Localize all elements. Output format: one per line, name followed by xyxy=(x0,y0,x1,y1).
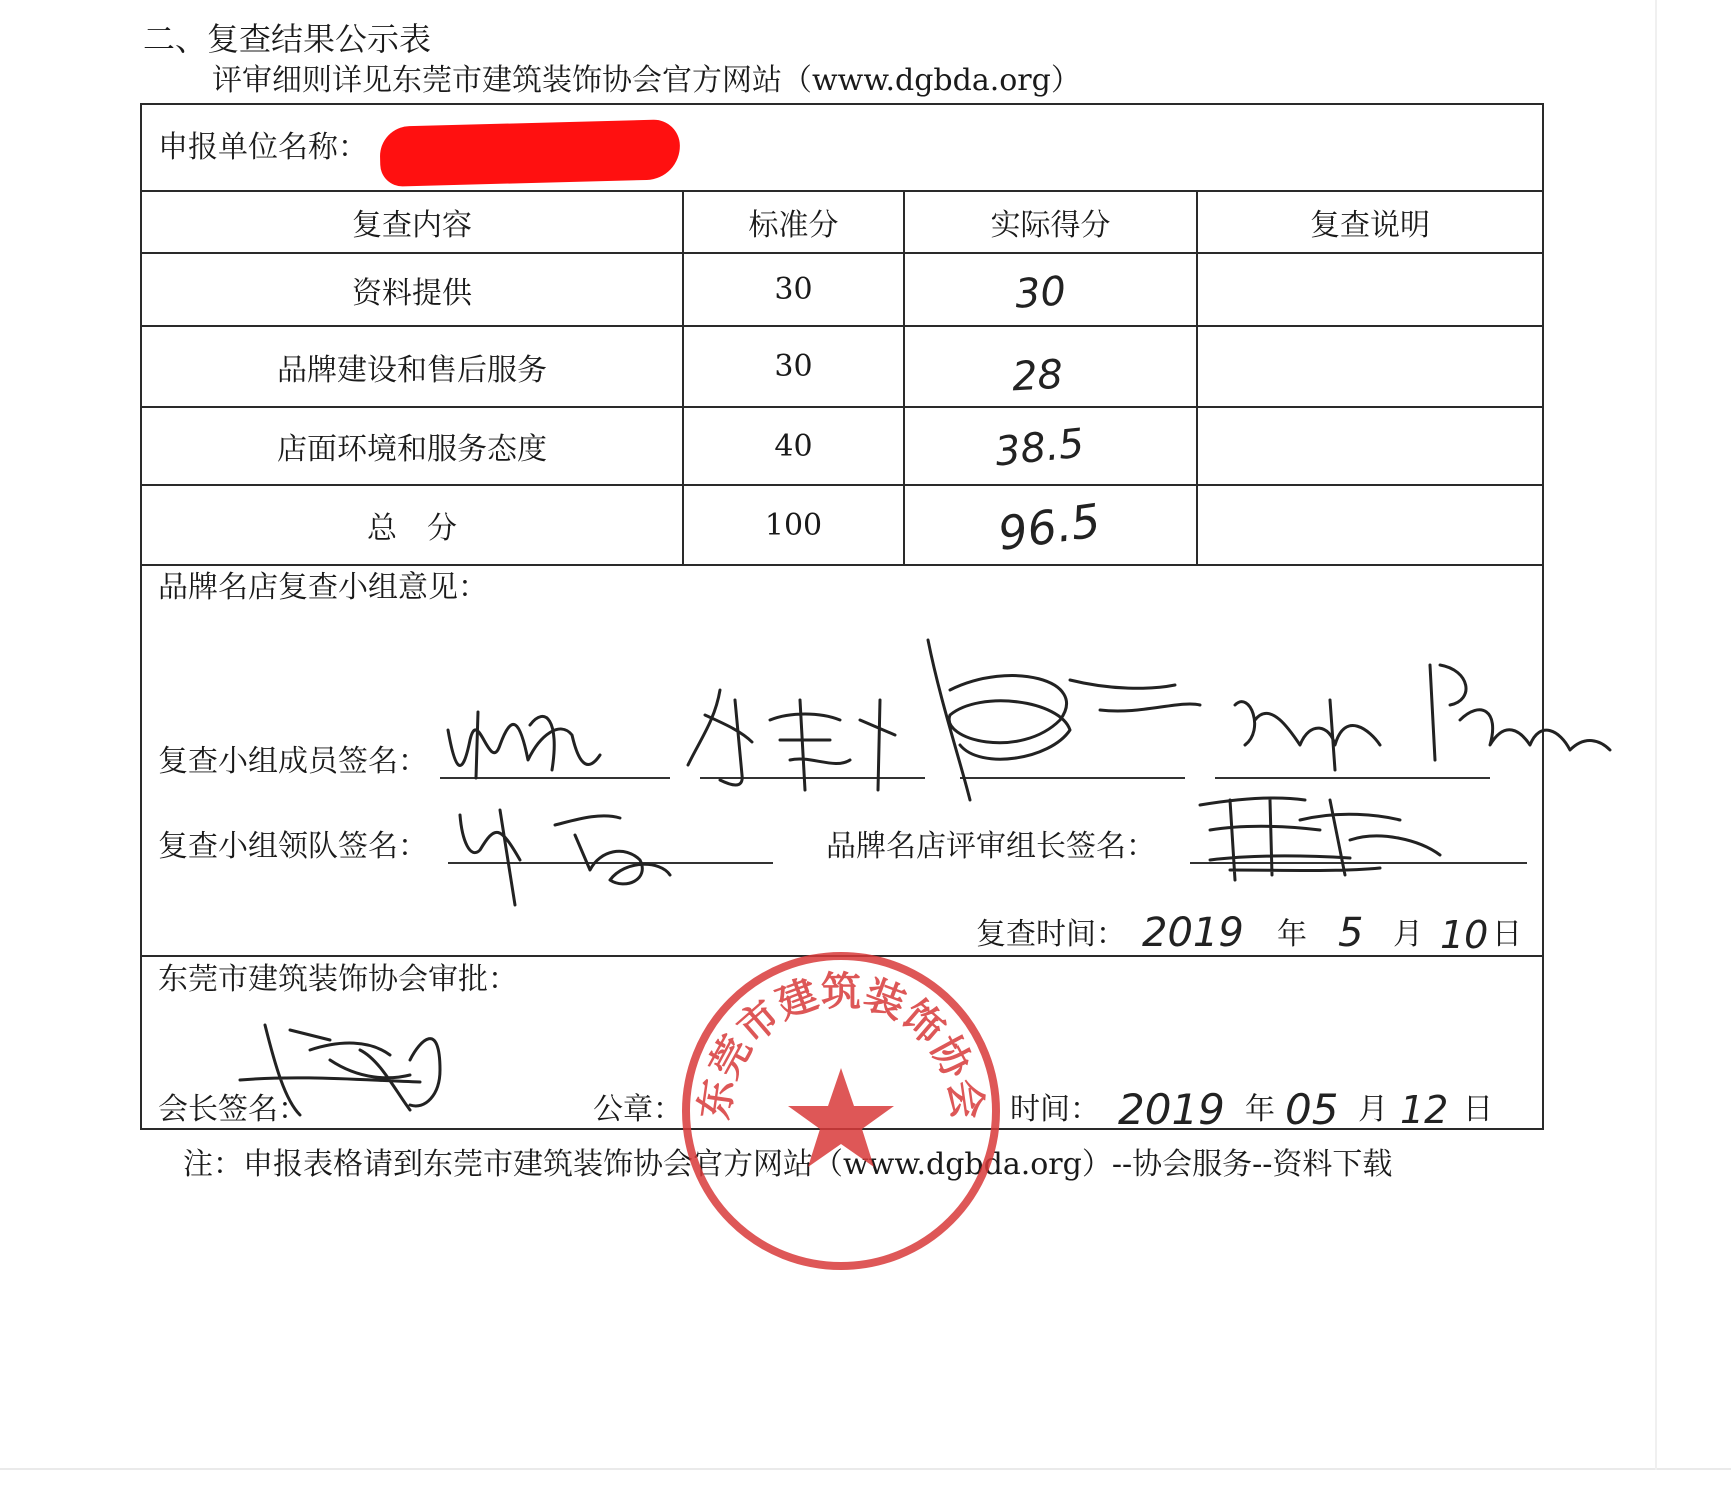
approval-date-year-unit: 年 xyxy=(1245,1092,1275,1127)
row-actual-handwritten: 30 xyxy=(1013,268,1068,318)
approval-date-label: 时间： xyxy=(1010,1092,1100,1127)
paper-edge xyxy=(1655,0,1657,1470)
review-date-year-unit: 年 xyxy=(1277,917,1307,952)
approval-label: 东莞市建筑装饰协会审批： xyxy=(158,962,518,997)
row-actual-handwritten-total: 96.5 xyxy=(994,493,1104,561)
approval-date-day: 12 xyxy=(1400,1088,1449,1132)
chief-sign-label: 品牌名店评审组长签名： xyxy=(826,829,1156,864)
official-seal xyxy=(678,948,1004,1274)
header-actual-score: 实际得分 xyxy=(990,208,1111,243)
row-item: 品牌建设和售后服务 xyxy=(277,352,547,388)
review-opinion-label: 品牌名店复查小组意见： xyxy=(158,570,488,605)
review-date-year: 2019 xyxy=(1142,910,1244,956)
seal-label: 公章： xyxy=(593,1092,683,1127)
review-date-month: 5 xyxy=(1338,910,1364,956)
star-icon xyxy=(788,1068,894,1167)
approval-date-month: 05 xyxy=(1285,1085,1339,1134)
row-actual-handwritten: 38.5 xyxy=(992,420,1087,476)
review-date-label: 复查时间： xyxy=(976,917,1126,952)
row-item: 资料提供 xyxy=(352,275,472,311)
applicant-label: 申报单位名称： xyxy=(158,130,368,165)
section-title: 二、复查结果公示表 xyxy=(143,20,432,58)
approval-date-day-unit: 日 xyxy=(1463,1092,1493,1127)
row-standard: 30 xyxy=(774,349,813,384)
president-sign-label: 会长签名： xyxy=(158,1092,308,1127)
approval-date-month-unit: 月 xyxy=(1358,1092,1388,1127)
row-standard: 40 xyxy=(774,428,813,464)
row-item: 店面环境和服务态度 xyxy=(277,432,547,467)
rules-note: 评审细则详见东莞市建筑装饰协会官方网站（www.dgbda.org） xyxy=(212,63,1081,98)
leader-sign-label: 复查小组领队签名： xyxy=(158,829,428,864)
header-review-content: 复查内容 xyxy=(352,208,472,243)
approval-date-year: 2019 xyxy=(1118,1085,1225,1134)
review-date-month-unit: 月 xyxy=(1393,917,1423,952)
paper-edge xyxy=(0,1468,1731,1470)
seal-text: 东莞市建筑装饰协会 xyxy=(690,967,992,1123)
row-actual-handwritten: 28 xyxy=(1010,351,1065,401)
review-date-day: 10 xyxy=(1440,913,1489,957)
row-standard-total: 100 xyxy=(764,507,823,543)
header-standard-score: 标准分 xyxy=(748,208,839,243)
footer-note: 注：申报表格请到东莞市建筑装饰协会官方网站（www.dgbda.org）--协会服务--资料下载 xyxy=(183,1147,1393,1182)
review-date-day-unit: 日 xyxy=(1492,917,1522,952)
row-standard: 30 xyxy=(774,272,813,307)
member-sign-label: 复查小组成员签名： xyxy=(158,744,428,779)
row-item-total: 总 分 xyxy=(367,511,457,546)
header-review-notes: 复查说明 xyxy=(1310,208,1430,243)
